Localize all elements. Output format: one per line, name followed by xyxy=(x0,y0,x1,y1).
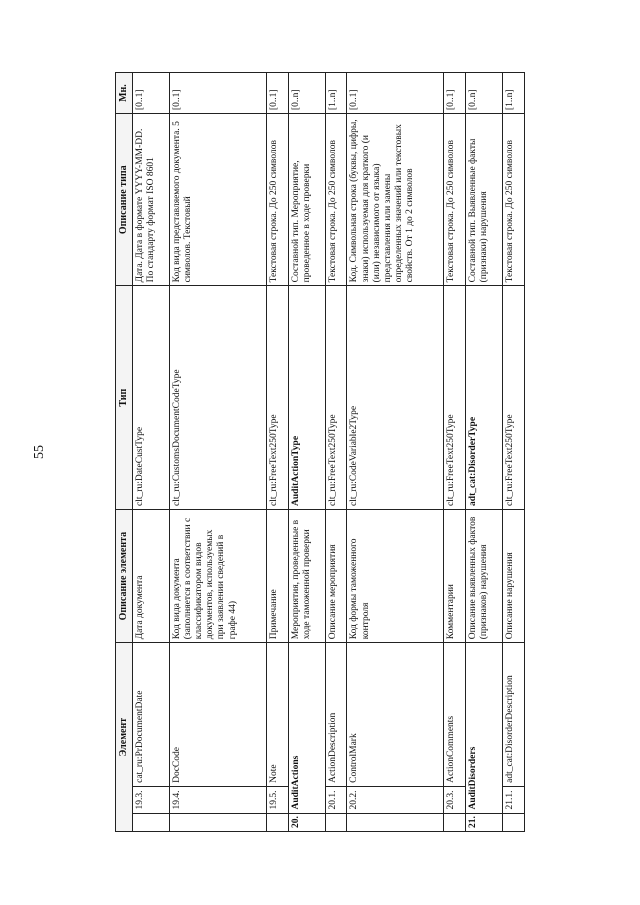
row-type-description: Составной тип. Выявленные факты (признаки) нарушения xyxy=(466,114,503,286)
table-row xyxy=(132,73,169,832)
row-element: ActionComments xyxy=(444,643,466,787)
row-multiplicity: [0..1] xyxy=(444,73,466,114)
row-element-description: Описание выявленных фактов (признаков) нарушения xyxy=(466,509,503,642)
table-row xyxy=(444,73,466,832)
table-row xyxy=(325,73,347,832)
table-row xyxy=(347,73,444,832)
row-multiplicity: [0..1] xyxy=(347,73,444,114)
row-subnumber: 19.4. xyxy=(169,786,266,813)
row-type-description: Код. Символьная строка (буквы, цифры, знаки) используемая для краткого (и (или) независимого от языка) представления или замены определенных значений или текстовых свойств. От 1 до 2 символов xyxy=(347,114,444,286)
row-element: DocCode xyxy=(169,643,266,787)
page-number: 55 xyxy=(32,445,47,459)
row-subnumber: 20.2. xyxy=(347,786,444,813)
row-element: Note xyxy=(266,643,288,787)
row-number: 21. xyxy=(466,813,503,831)
row-element-description: Код вида документа (заполняется в соответствии с классификатором видов документов, используемых при заявлении сведений в графе 44) xyxy=(169,509,266,642)
row-type-description: Текстовая строка. До 250 символов xyxy=(266,114,288,286)
row-multiplicity: [0..1] xyxy=(132,73,169,114)
row-type-description: Код вида представляемого документа. 5 символов. Текстовый xyxy=(169,114,266,286)
row-type: clt_ru:FreeText250Type xyxy=(266,286,288,510)
row-type: clt_ru:FreeText250Type xyxy=(325,286,347,510)
row-element-description: Примечание xyxy=(266,509,288,642)
row-subnumber: 19.3. xyxy=(132,786,169,813)
row-number-empty xyxy=(169,813,266,831)
row-number-empty xyxy=(266,813,288,831)
element-table xyxy=(115,72,525,832)
row-element-description: Описание мероприятия xyxy=(325,509,347,642)
row-multiplicity: [1..n] xyxy=(503,73,525,114)
table-row xyxy=(503,73,525,832)
row-element-description: Код формы таможенного контроля xyxy=(347,509,444,642)
row-number-empty xyxy=(503,813,525,831)
row-type-description: Текстовая строка. До 250 символов xyxy=(503,114,525,286)
header-type-description: Описание типа xyxy=(116,114,133,286)
row-subnumber: 21.1. xyxy=(503,786,525,813)
row-type: adt_cat:DisorderType xyxy=(466,286,503,510)
row-multiplicity: [0..1] xyxy=(169,73,266,114)
row-element: cat_ru:PrDocumentDate xyxy=(132,643,169,787)
row-subnumber: 20.1. xyxy=(325,786,347,813)
table-row xyxy=(466,73,503,832)
row-type: clt_ru:CustomsDocumentCodeType xyxy=(169,286,266,510)
row-type: AuditActionType xyxy=(288,286,325,510)
row-element-description: Комментарии xyxy=(444,509,466,642)
table-header-row xyxy=(116,73,133,832)
row-element: AuditDisorders xyxy=(466,643,503,813)
row-element-description: Мероприятия, проведенные в ходе таможенной проверки xyxy=(288,509,325,642)
row-number-empty xyxy=(444,813,466,831)
row-element: AuditActions xyxy=(288,643,325,813)
header-element-description: Описание элемента xyxy=(116,509,133,642)
row-number-empty xyxy=(325,813,347,831)
table-row xyxy=(169,73,266,832)
row-number: 20. xyxy=(288,813,325,831)
row-type-description: Текстовая строка. До 250 символов xyxy=(325,114,347,286)
row-multiplicity: [1..n] xyxy=(325,73,347,114)
header-element: Элемент xyxy=(116,643,133,832)
row-element-description: Описание нарушения xyxy=(503,509,525,642)
row-type: clt_ru:CodeVariable2Type xyxy=(347,286,444,510)
row-subnumber: 19.5. xyxy=(266,786,288,813)
rotated-table-container xyxy=(115,72,525,832)
row-type: clt_ru:FreeText250Type xyxy=(503,286,525,510)
row-type: clt_ru:FreeText250Type xyxy=(444,286,466,510)
row-multiplicity: [0..n] xyxy=(288,73,325,114)
row-element-description: Дата документа xyxy=(132,509,169,642)
table-row xyxy=(288,73,325,832)
row-type: clt_ru:DateCustType xyxy=(132,286,169,510)
table-row xyxy=(266,73,288,832)
header-multiplicity: Мн. xyxy=(116,73,133,114)
row-subnumber: 20.3. xyxy=(444,786,466,813)
row-multiplicity: [0..1] xyxy=(266,73,288,114)
row-type-description: Составной тип. Мероприятие, проведенное в ходе проверки xyxy=(288,114,325,286)
row-type-description: Текстовая строка. До 250 символов xyxy=(444,114,466,286)
row-element: ActionDescription xyxy=(325,643,347,787)
row-number-empty xyxy=(347,813,444,831)
row-element: ControlMark xyxy=(347,643,444,787)
row-multiplicity: [0..n] xyxy=(466,73,503,114)
row-element: adt_cat:DisorderDescription xyxy=(503,643,525,787)
row-number-empty xyxy=(132,813,169,831)
header-type: Тип xyxy=(116,286,133,510)
row-type-description: Дата. Дата в формате YYYY-MM-DD. По стандарту формат ISO 8601 xyxy=(132,114,169,286)
